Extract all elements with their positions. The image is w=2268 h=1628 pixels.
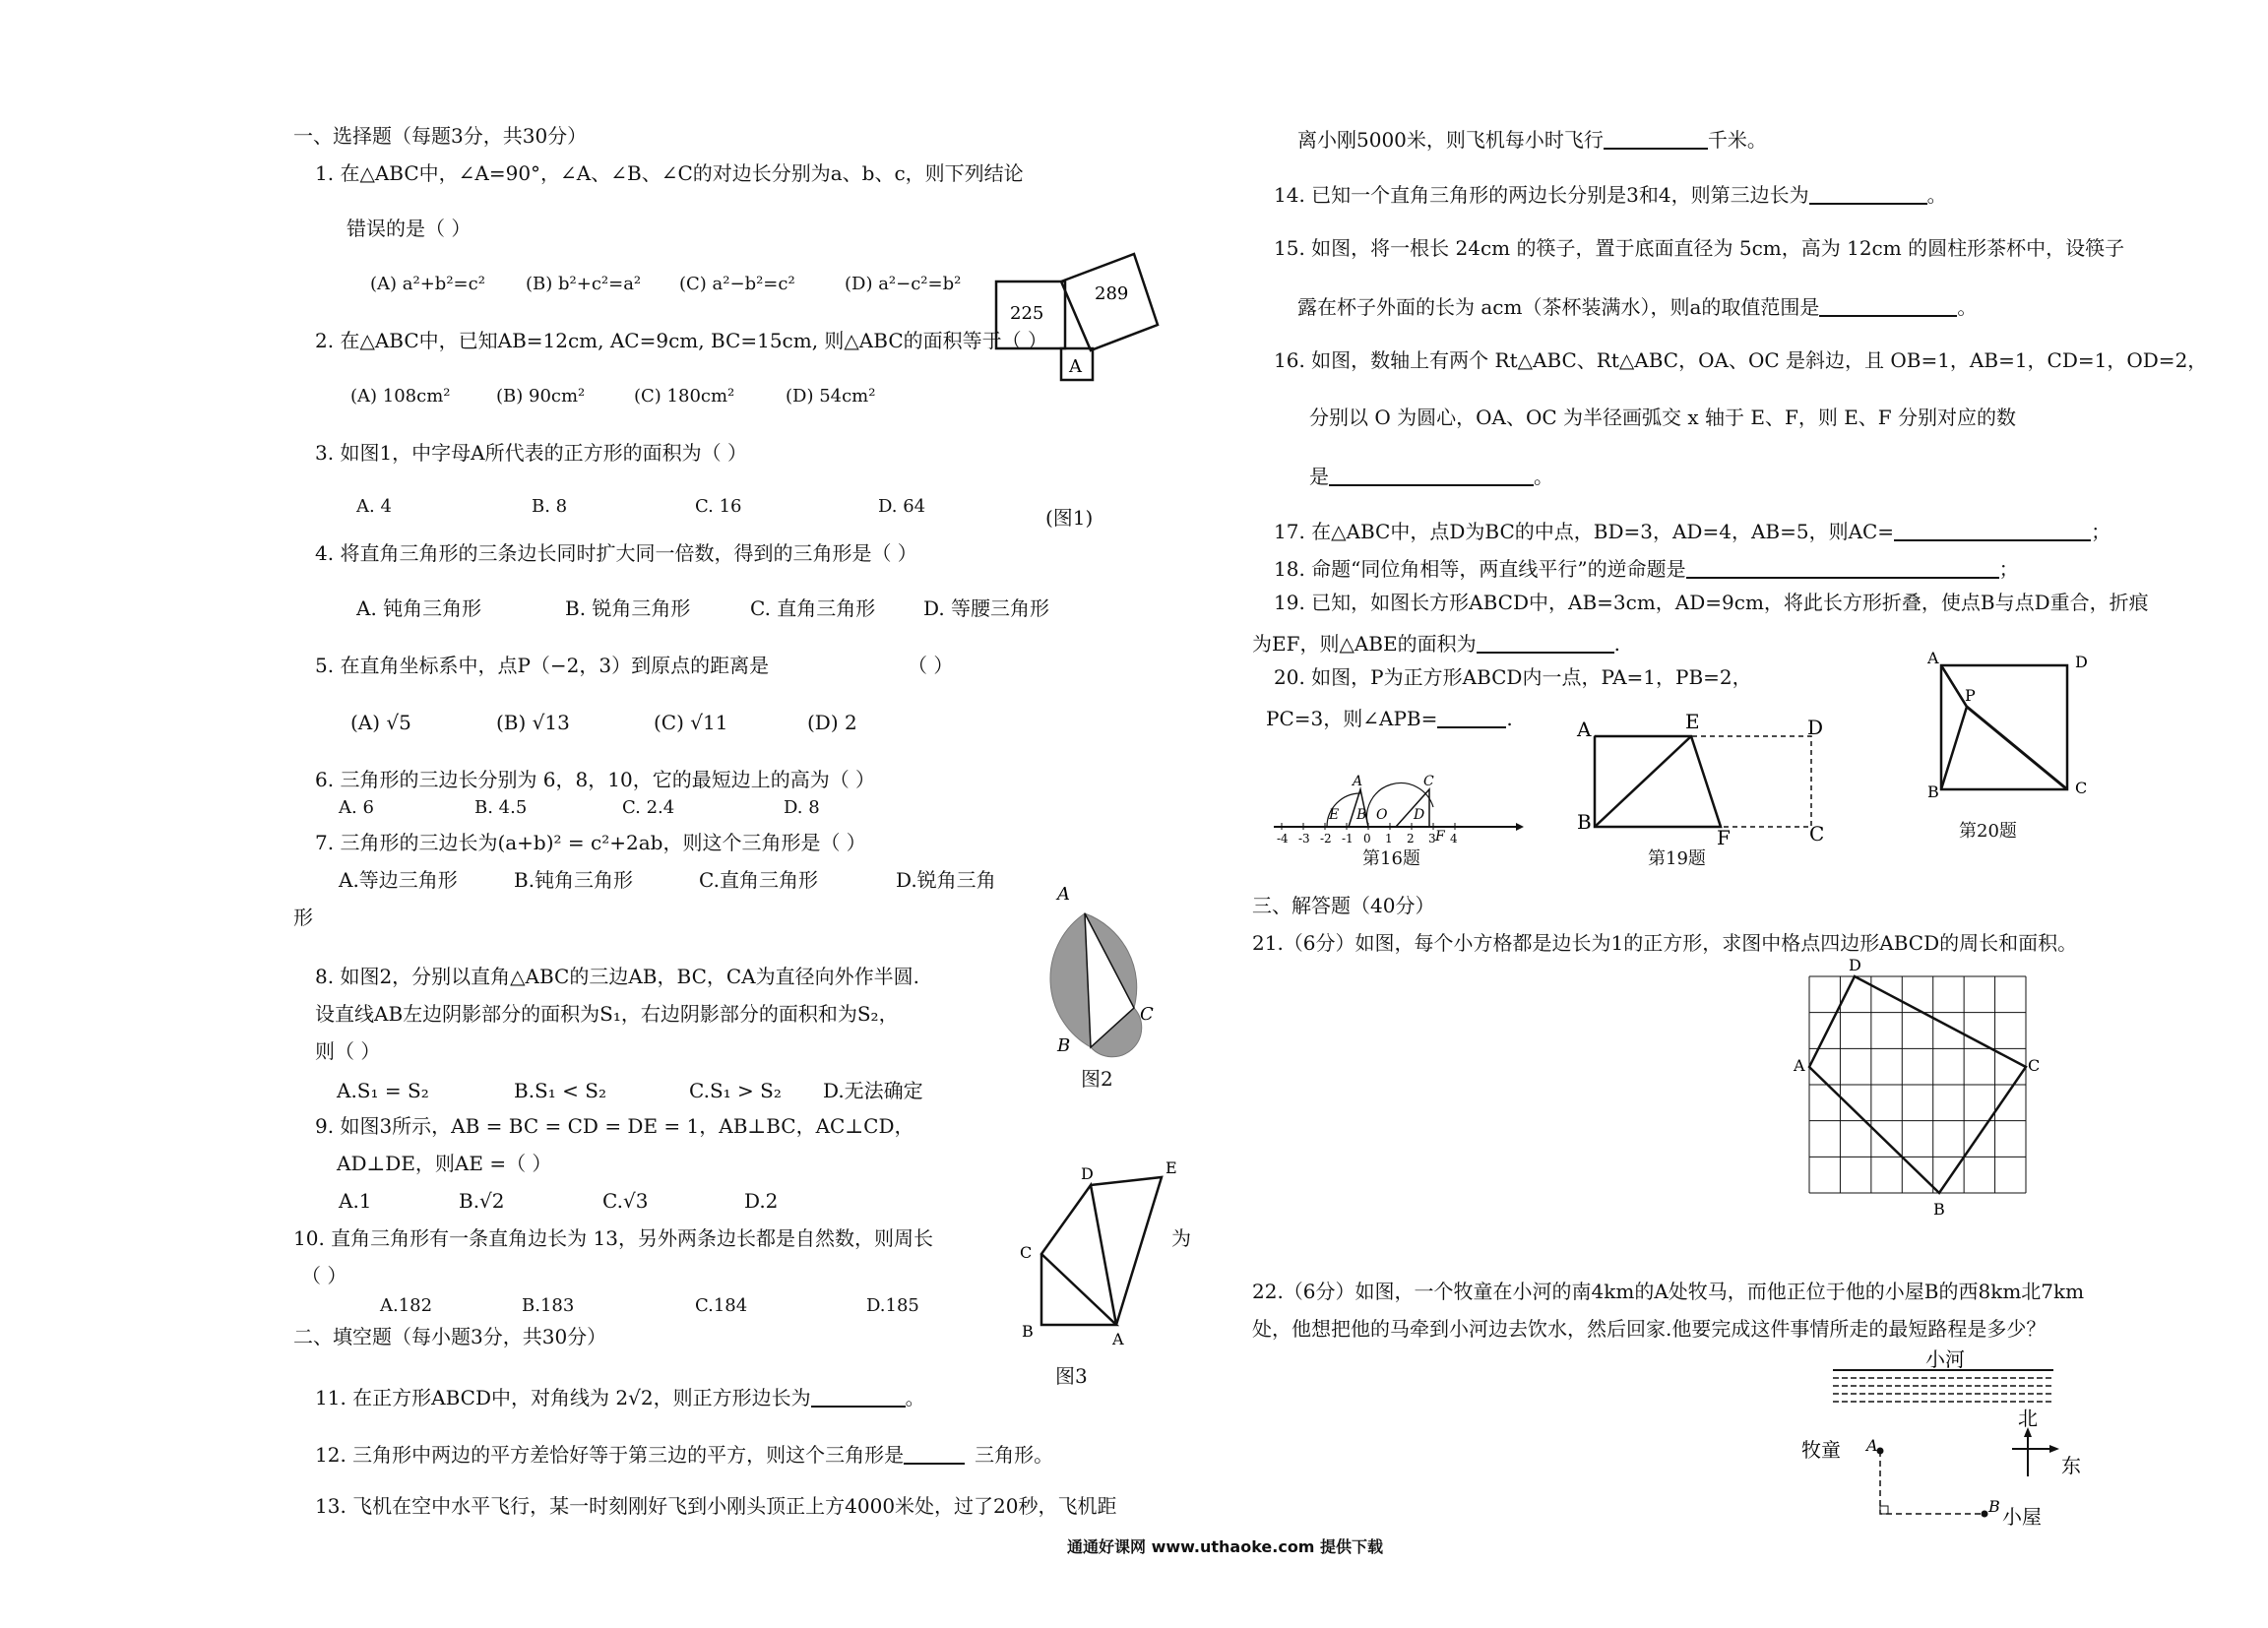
q13-text: 13. 飞机在空中水平飞行，某一时刻刚好飞到小刚头顶正上方4000米处，过了20秒，飞机距 — [315, 1494, 1117, 1518]
fig3-label-a: A — [1112, 1330, 1124, 1348]
q15-text: 15. 如图，将一根长 24cm 的筷子，置于底面直径为 5cm，高为 12cm 的圆柱形茶杯中，设筷子 — [1274, 236, 2125, 260]
q2-option-d: (D) 54cm² — [786, 386, 876, 407]
q22-text: 22.（6分）如图，一个牧童在小河的南4km的A处牧马，而他正位于他的小屋B的西8km北7km — [1252, 1280, 2085, 1303]
q11-text — [315, 1384, 925, 1408]
fig2-label-b: B — [1057, 1035, 1071, 1056]
q9-text-cont: AD⊥DE，则AE =（ ） — [337, 1152, 552, 1175]
q4-option-a: A. 钝角三角形 — [356, 596, 482, 620]
fig19-label-e: E — [1685, 710, 1700, 733]
fig3-label-e: E — [1166, 1158, 1177, 1177]
q2-option-b: (B) 90cm² — [496, 386, 586, 407]
tick-label: 1 — [1385, 832, 1393, 845]
q1-text: 1. 在△ABC中，∠A=90°，∠A、∠B、∠C的对边长分别为a、b、c，则下列结论 — [315, 161, 1024, 185]
fig2-label-a: A — [1057, 884, 1070, 905]
fig21-label-c: C — [2028, 1056, 2041, 1075]
fig16-label-c: C — [1423, 774, 1434, 789]
q13-text-cont — [1297, 126, 1767, 150]
q3-option-b: B. 8 — [532, 496, 568, 517]
river-label: 小河 — [1925, 1347, 1965, 1371]
q16-end: 。 — [1534, 465, 1553, 488]
figure-16-number-line — [1270, 768, 1526, 846]
q16-text-cont: 分别以 O 为圆心，OA、OC 为半径画弧交 x 轴于 E、F，则 E、F 分别对应的数 — [1309, 406, 2017, 429]
q6-text: 6. 三角形的三边长分别为 6，8，10，它的最短边上的高为（ ） — [315, 768, 876, 791]
fig16-label-b: B — [1356, 807, 1367, 823]
q8-text-end: 则（ ） — [315, 1039, 381, 1063]
q14-label: 14. 已知一个直角三角形的两边长分别是3和4，则第三边长为 — [1274, 183, 1809, 207]
q11-label: 11. 在正方形ABCD中，对角线为 2√2，则正方形边长为 — [315, 1386, 811, 1409]
q20-text: 20. 如图，P为正方形ABCD内一点，PA=1，PB=2， — [1274, 665, 1752, 689]
tick-label: -4 — [1277, 832, 1289, 845]
q19-answer-blank — [1477, 630, 1614, 654]
q6-option-d: D. 8 — [784, 797, 820, 818]
fig20-label-b: B — [1927, 783, 1939, 801]
q9-text: 9. 如图3所示，AB = BC = CD = DE = 1，AB⊥BC，AC⊥CD， — [315, 1114, 914, 1138]
q5-option-c: (C) √11 — [654, 711, 728, 734]
q17-answer-blank — [1894, 518, 2091, 541]
q18-label: 18. 命题“同位角相等，两直线平行”的逆命题是 — [1274, 557, 1686, 581]
section-fill-title: 二、填空题（每小题3分，共30分） — [293, 1325, 607, 1348]
footer-source: 通通好课网 www.uthaoke.com 提供下载 — [1067, 1537, 1384, 1556]
herder-label: 牧童 — [1801, 1438, 1841, 1462]
q4-option-c: C. 直角三角形 — [750, 596, 876, 620]
q12-label: 12. 三角形中两边的平方差恰好等于第三边的平方，则这个三角形是 — [315, 1443, 905, 1467]
q20-text-cont — [1266, 705, 1513, 728]
q2-option-c: (C) 180cm² — [634, 386, 735, 407]
q10-text: 10. 直角三角形有一条直角边长为 13，另外两条边长都是自然数，则周长 — [293, 1226, 933, 1250]
q20-answer-blank — [1437, 705, 1506, 728]
q12-answer-blank — [904, 1441, 965, 1465]
q5-paren: （ ） — [908, 654, 954, 677]
fig19-label-b: B — [1577, 810, 1592, 834]
fig3-label-c: C — [1020, 1243, 1033, 1262]
q7-option-c: C.直角三角形 — [699, 868, 818, 892]
q17-label: 17. 在△ABC中，点D为BC的中点，BD=3，AD=4，AB=5，则AC= — [1274, 520, 1895, 543]
q1-option-a: (A) a²+b²=c² — [370, 274, 485, 294]
tick-label: -3 — [1298, 832, 1310, 845]
figure-20-square — [1925, 650, 2093, 807]
q20-label: PC=3，则∠APB= — [1266, 707, 1438, 730]
figure-2-caption: 图2 — [1081, 1067, 1113, 1091]
q13-end: 千米。 — [1707, 128, 1767, 152]
compass-east: 东 — [2061, 1454, 2081, 1477]
q7-text: 7. 三角形的三边长为(a+b)² = c²+2ab，则这个三角形是（ ） — [315, 831, 866, 854]
q15-text-cont — [1297, 293, 1977, 317]
fig3-label-d: D — [1081, 1164, 1094, 1183]
q14-text — [1274, 181, 1947, 205]
figure-20-caption: 第20题 — [1959, 821, 2017, 842]
q8-option-d: D.无法确定 — [823, 1079, 923, 1102]
q16-answer-blank — [1329, 463, 1534, 486]
q1-option-c: (C) a²−b²=c² — [679, 274, 795, 294]
q18-text — [1274, 555, 2019, 579]
label-a: A — [1069, 356, 1082, 377]
tick-label: 4 — [1450, 832, 1458, 845]
q3-option-a: A. 4 — [356, 496, 392, 517]
q16-text: 16. 如图，数轴上有两个 Rt△ABC、Rt△ABC，OA、OC 是斜边，且 OB=1，AB=1，CD=1，OD=2， — [1274, 348, 2208, 372]
q10-wei: 为 — [1171, 1226, 1191, 1250]
q19-end: . — [1613, 632, 1620, 656]
q7-option-b: B.钝角三角形 — [514, 868, 634, 892]
q8-text-cont: 设直线AB左边阴影部分的面积为S₁，右边阴影部分的面积和为S₂， — [315, 1002, 899, 1026]
figure-16-caption: 第16题 — [1362, 848, 1420, 869]
fig21-label-d: D — [1849, 956, 1861, 974]
fig2-label-c: C — [1140, 1004, 1154, 1025]
q20-end: . — [1506, 707, 1513, 730]
q9-option-b: B.√2 — [459, 1189, 505, 1213]
q2-text: 2. 在△ABC中，已知AB=12cm, AC=9cm, BC=15cm, 则△ABC的面积等于（ ） — [315, 329, 1047, 352]
fig20-label-p: P — [1965, 686, 1976, 705]
fig16-label-a: A — [1353, 774, 1363, 789]
q9-option-d: D.2 — [744, 1189, 779, 1213]
fig19-label-d: D — [1807, 716, 1824, 739]
figure-22-river-map — [1792, 1347, 2087, 1543]
q5-option-d: (D) 2 — [807, 711, 857, 734]
q10-option-b: B.183 — [522, 1295, 575, 1316]
q16-text-end — [1309, 463, 1553, 486]
q6-option-c: C. 2.4 — [622, 797, 675, 818]
q18-end: ； — [1998, 557, 2019, 581]
fig3-label-b: B — [1022, 1322, 1034, 1341]
house-label: 小屋 — [2002, 1505, 2042, 1529]
fig16-label-d: D — [1414, 807, 1425, 823]
q3-option-c: C. 16 — [695, 496, 742, 517]
q17-text — [1274, 518, 2110, 541]
q15-answer-blank — [1819, 293, 1957, 317]
q19-label: 为EF，则△ABE的面积为 — [1252, 632, 1477, 656]
q19-text-cont — [1252, 630, 1620, 654]
q3-option-d: D. 64 — [878, 496, 926, 517]
q11-answer-blank — [811, 1384, 906, 1408]
q7-wrap: 形 — [293, 906, 313, 929]
fig16-label-e: E — [1329, 807, 1340, 823]
figure-1-squares — [988, 250, 1166, 388]
q1-option-b: (B) b²+c²=a² — [526, 274, 642, 294]
q11-end: 。 — [905, 1386, 925, 1409]
fig16-label-o: O — [1376, 807, 1388, 823]
q8-option-a: A.S₁ = S₂ — [337, 1079, 429, 1102]
compass-north: 北 — [2018, 1407, 2038, 1430]
q16-label: 是 — [1309, 465, 1329, 488]
fig19-label-a: A — [1577, 718, 1592, 741]
fig16-label-f: F — [1435, 829, 1445, 845]
q6-option-a: A. 6 — [339, 797, 374, 818]
q14-answer-blank — [1809, 181, 1927, 205]
section-answer-title: 三、解答题（40分） — [1252, 894, 1435, 917]
q10-paren: （ ） — [301, 1264, 347, 1287]
section-choice-title: 一、选择题（每题3分，共30分） — [293, 124, 588, 148]
q9-option-a: A.1 — [339, 1189, 372, 1213]
label-289: 289 — [1095, 283, 1129, 304]
figure-19-rectangle — [1571, 709, 1827, 849]
q1-option-d: (D) a²−c²=b² — [845, 274, 962, 294]
tick-label: 0 — [1363, 832, 1371, 845]
figure-1-caption: (图1) — [1045, 506, 1094, 530]
q4-option-b: B. 锐角三角形 — [565, 596, 691, 620]
q17-end: ； — [2091, 520, 2111, 543]
tick-label: -1 — [1342, 832, 1354, 845]
q22-text-cont: 处，他想把他的马牵到小河边去饮水，然后回家.他要完成这件事情所走的最短路程是多少？ — [1252, 1317, 2047, 1341]
q8-option-b: B.S₁ < S₂ — [514, 1079, 606, 1102]
q14-end: 。 — [1926, 183, 1947, 207]
q12-end: 三角形。 — [975, 1443, 1054, 1467]
q19-text: 19. 已知，如图长方形ABCD中，AB=3cm，AD=9cm，将此长方形折叠，使点B与点D重合，折痕 — [1274, 591, 2149, 614]
q8-text: 8. 如图2，分别以直角△ABC的三边AB，BC，CA为直径向外作半圆. — [315, 965, 919, 988]
tick-label: 2 — [1407, 832, 1415, 845]
figure-19-caption: 第19题 — [1648, 848, 1706, 869]
q2-option-a: (A) 108cm² — [350, 386, 451, 407]
q12-text — [315, 1441, 1053, 1465]
q7-option-d: D.锐角三角 — [896, 868, 996, 892]
q15-end: 。 — [1957, 295, 1978, 319]
q1-text-cont: 错误的是（ ） — [346, 217, 472, 240]
q6-option-b: B. 4.5 — [474, 797, 528, 818]
fig19-label-f: F — [1717, 826, 1731, 849]
tick-label: 3 — [1428, 832, 1436, 845]
q21-text: 21.（6分）如图，每个小方格都是边长为1的正方形，求图中格点四边形ABCD的周长和面积。 — [1252, 931, 2078, 955]
q18-answer-blank — [1686, 555, 1999, 579]
fig20-label-d: D — [2075, 653, 2088, 671]
fig21-label-b: B — [1933, 1200, 1945, 1219]
figure-3-triangles — [1014, 1158, 1191, 1354]
figure-21-grid — [1792, 957, 2048, 1222]
q8-option-c: C.S₁ > S₂ — [689, 1079, 782, 1102]
q10-option-a: A.182 — [380, 1295, 433, 1316]
q3-text: 3. 如图1，中字母A所代表的正方形的面积为（ ） — [315, 441, 747, 465]
fig19-label-c: C — [1809, 822, 1825, 845]
q13-label: 离小刚5000米，则飞机每小时飞行 — [1297, 128, 1604, 152]
q13-answer-blank — [1604, 126, 1708, 150]
figure-3-caption: 图3 — [1055, 1364, 1088, 1388]
label-225: 225 — [1010, 303, 1044, 324]
fig20-label-a: A — [1927, 649, 1939, 667]
q10-option-d: D.185 — [866, 1295, 919, 1316]
q5-text: 5. 在直角坐标系中，点P（−2，3）到原点的距离是 — [315, 654, 770, 677]
q15-label: 露在杯子外面的长为 acm（茶杯装满水），则a的取值范围是 — [1297, 295, 1820, 319]
fig20-label-c: C — [2075, 779, 2088, 797]
fig22-label-a: A — [1866, 1436, 1878, 1455]
q5-option-a: (A) √5 — [350, 711, 411, 734]
q10-option-c: C.184 — [695, 1295, 748, 1316]
q5-option-b: (B) √13 — [496, 711, 570, 734]
figure-2-semicircles — [1024, 884, 1201, 1056]
fig21-label-a: A — [1794, 1056, 1805, 1075]
tick-label: -2 — [1320, 832, 1332, 845]
q7-option-a: A.等边三角形 — [339, 868, 458, 892]
fig22-label-b: B — [1988, 1497, 2000, 1516]
q4-option-d: D. 等腰三角形 — [923, 596, 1050, 620]
q9-option-c: C.√3 — [602, 1189, 649, 1213]
q4-text: 4. 将直角三角形的三条边长同时扩大同一倍数，得到的三角形是（ ） — [315, 541, 917, 565]
